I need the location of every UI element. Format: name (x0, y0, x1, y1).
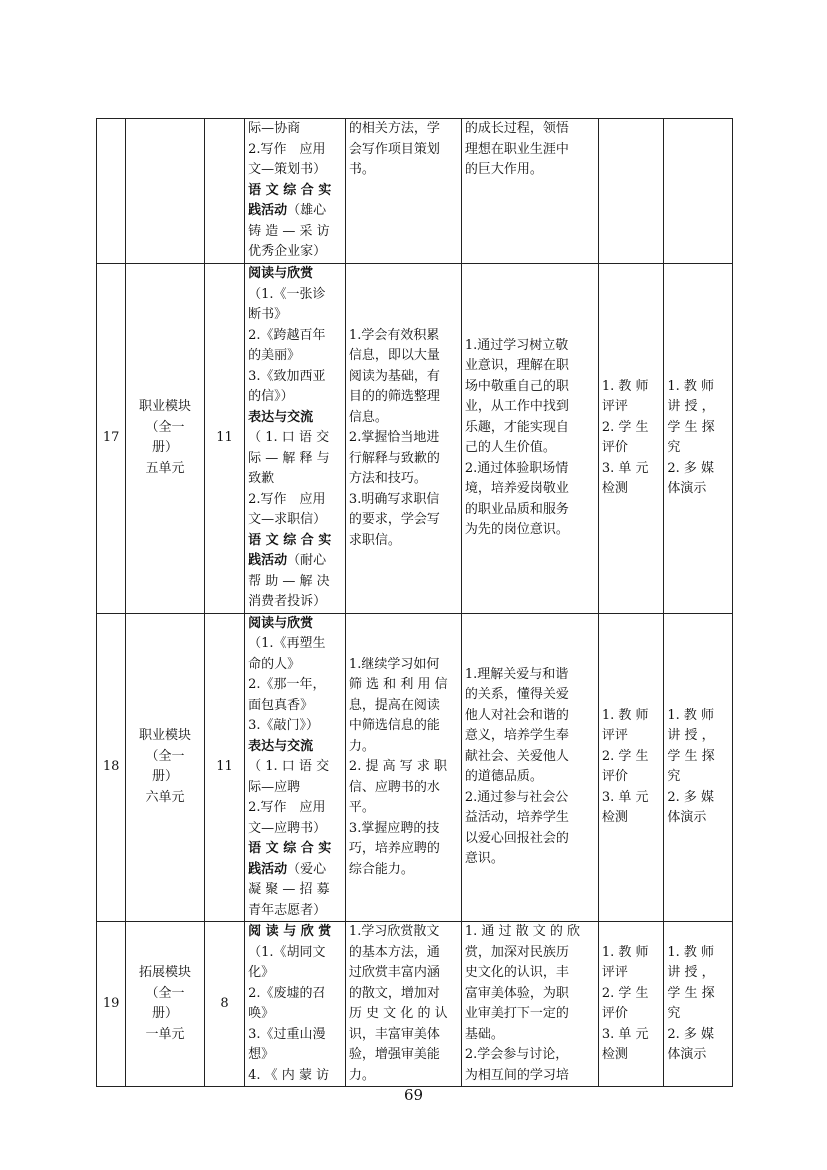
objective-line: 综合能力。 (348, 861, 414, 877)
objective-line: 的要求，学会写 (348, 512, 440, 527)
goal-line: 意义，培养学生奉 (464, 728, 569, 744)
unit-number-cell (97, 613, 126, 922)
content-line: 文—策划书） (248, 162, 327, 177)
goal-line: 史文化的认识，丰 (464, 965, 569, 980)
methods-cell (664, 613, 733, 922)
goal-line: 为先的岗位意识。 (464, 522, 569, 538)
evaluation-line: 1. 教 师 (601, 944, 649, 960)
goal-line: 献社会、关爱他人 (464, 748, 569, 764)
objectives-cell (345, 119, 461, 264)
objective-line: 信、应聘书的水 (348, 779, 440, 795)
evaluation-line: 评价 (601, 1006, 628, 1021)
objective-line: 会写作项目策划 (348, 141, 440, 157)
method-line: 1. 教 师 (667, 944, 715, 960)
objective-line: 过欣赏丰富内涵 (348, 965, 440, 980)
goal-line: 1.通过学习树立敬 (464, 337, 569, 353)
objective-line: 平。 (348, 800, 375, 815)
content-line-part: （雄心 (287, 203, 327, 218)
content-cell (245, 119, 346, 264)
goal-line: 2.学会参与讨论， (464, 1047, 569, 1062)
evaluation-line: 评价 (601, 769, 628, 785)
content-line: （1.《再塑生 (248, 636, 326, 651)
goal-line: 益活动，培养学生 (464, 810, 569, 826)
objective-line: 的相关方法，学 (348, 121, 440, 136)
content-line: （1.《胡同文 (248, 944, 326, 960)
method-line: 讲 授 ， (667, 728, 715, 744)
evaluation-line: 3. 单 元 (601, 460, 649, 476)
unit-number-cell (97, 264, 126, 614)
goal-line: 赏，加深对民族历 (464, 944, 569, 960)
objective-line: 力。 (348, 738, 375, 754)
goals-cell (461, 119, 598, 264)
content-heading: 语 文 综 合 实 (248, 532, 332, 548)
method-line: 1. 教 师 (667, 707, 715, 723)
goal-line: 乐趣，才能实现自 (464, 419, 569, 435)
objectives-cell (345, 613, 461, 922)
unit-number-cell (97, 119, 126, 264)
goal-line: 业审美打下一定的 (464, 1006, 569, 1021)
objective-line: 中筛选信息的能 (348, 718, 440, 733)
module-line: （全一 (145, 419, 185, 435)
content-line: 3.《致加西亚 (248, 368, 326, 384)
module-line: 职业模块 (139, 728, 192, 744)
content-line-part: （耐心 (287, 553, 327, 568)
module-line: （全一 (145, 748, 185, 764)
content-line: 2.写作 应用 (248, 491, 326, 507)
content-line: 2.《废墟的召 (248, 985, 326, 1001)
objective-line: 筛 选 和 利 用 信 (348, 677, 448, 692)
method-line: 2. 多 媒 (667, 789, 715, 805)
hours-cell (204, 922, 244, 1087)
content-line: （ 1. 口 语 交 (248, 759, 330, 774)
module-cell (126, 119, 205, 264)
evaluation-line: 评价 (601, 440, 628, 456)
content-line-part: （爱心 (287, 861, 327, 877)
content-line: 2.《那一年， (248, 677, 326, 692)
content-heading (248, 551, 342, 572)
goal-line: 理想在职业生涯中 (464, 141, 569, 157)
method-line: 体演示 (667, 810, 707, 826)
objective-line: 1.学会有效积累 (348, 327, 440, 343)
objective-line: 方法和技巧。 (348, 471, 427, 486)
method-line: 体演示 (667, 1047, 707, 1062)
objective-line: 历 史 文 化 的 认 (348, 1006, 448, 1021)
content-line: 文—求职信） (248, 512, 327, 527)
content-heading: 表达与交流 (248, 409, 314, 425)
content-heading: 表达与交流 (248, 738, 314, 754)
content-line: 命的人》 (248, 656, 301, 672)
objective-line: 识，丰富审美体 (348, 1026, 440, 1042)
goals-cell (461, 264, 598, 614)
content-line: （1.《一张诊 (248, 286, 326, 302)
table-row (97, 613, 733, 922)
goal-line: 2.通过体验职场情 (464, 460, 569, 476)
method-line: 1. 教 师 (667, 378, 715, 394)
goals-cell (461, 613, 598, 922)
content-heading-part: 践活动 (248, 861, 288, 877)
goal-line: 以爱心回报社会的 (464, 830, 569, 846)
goal-line: 己的人生价值。 (464, 440, 556, 456)
evaluation-line: 评评 (601, 399, 628, 415)
hours-cell (204, 613, 244, 922)
goals-cell (461, 922, 598, 1087)
goal-line: 的成长过程，领悟 (464, 121, 569, 136)
content-heading-part: 践活动 (248, 203, 288, 218)
goal-line: 他人对社会和谐的 (464, 707, 569, 723)
objective-line: 息，提高在阅读 (348, 697, 440, 713)
content-heading (248, 201, 342, 222)
objective-line: 力。 (348, 1067, 375, 1083)
content-line: 断书》 (248, 307, 288, 322)
goal-line: 为相互间的学习培 (464, 1067, 569, 1083)
evaluation-line: 1. 教 师 (601, 707, 649, 723)
objective-line: 2.掌握恰当地进 (348, 430, 440, 445)
objectives-cell (345, 922, 461, 1087)
curriculum-table (96, 118, 733, 1087)
unit-number: 17 (102, 430, 120, 445)
evaluation-line: 评评 (601, 965, 628, 980)
content-line: （ 1. 口 语 交 (248, 430, 330, 445)
goal-line: 业，从工作中找到 (464, 399, 569, 415)
content-cell (245, 264, 346, 614)
table-row (97, 922, 733, 1087)
objective-line: 的基本方法，通 (348, 944, 440, 960)
hours-value: 11 (216, 430, 233, 445)
content-line: 化》 (248, 965, 275, 980)
content-line: 帮 助 — 解 决 (248, 573, 330, 589)
content-line: 际 — 解 释 与 (248, 450, 330, 466)
module-line: 册） (152, 769, 179, 785)
module-line: 五单元 (145, 460, 185, 476)
goal-line: 的道德品质。 (464, 769, 543, 785)
method-line: 究 (667, 440, 681, 456)
evaluation-line: 2. 学 生 (601, 985, 649, 1001)
objective-line: 3.明确写求职信 (348, 491, 440, 507)
content-heading: 阅读与欣赏 (248, 615, 314, 631)
objective-line: 求职信。 (348, 532, 401, 548)
evaluation-line: 2. 学 生 (601, 748, 649, 764)
evaluation-line: 检测 (601, 1047, 628, 1062)
method-line: 究 (667, 769, 681, 785)
objective-line: 1.学习欣赏散文 (348, 924, 440, 939)
unit-number: 19 (102, 995, 120, 1011)
goal-line: 富审美体验，为职 (464, 985, 569, 1001)
content-line: 消费者投诉） (248, 594, 327, 609)
evaluation-line: 检测 (601, 481, 628, 497)
goal-line: 的关系，懂得关爱 (464, 687, 569, 703)
content-line: 4. 《 内 蒙 访 (248, 1067, 330, 1083)
table-row (97, 119, 733, 264)
goal-line: 1. 通 过 散 文 的 欣 (464, 924, 581, 939)
content-heading: 阅 读 与 欣 赏 (248, 924, 332, 939)
objective-line: 2. 提 高 写 求 职 (348, 759, 447, 774)
method-line: 学 生 探 (667, 748, 715, 764)
module-cell (126, 613, 205, 922)
evaluation-line: 检测 (601, 810, 628, 826)
content-line: 青年志愿者） (248, 902, 327, 918)
content-line: 文—应聘书） (248, 820, 327, 836)
objective-line: 1.继续学习如何 (348, 656, 440, 672)
module-line: （全一 (145, 985, 185, 1001)
module-line: 册） (152, 1006, 179, 1021)
content-line: 唤》 (248, 1006, 275, 1021)
content-line: 际—协商 (248, 121, 301, 136)
content-line: 的美丽》 (248, 348, 301, 363)
evaluation-line: 3. 单 元 (601, 1026, 649, 1042)
objective-line: 3.掌握应聘的技 (348, 820, 440, 836)
module-cell (126, 264, 205, 614)
method-line: 究 (667, 1006, 681, 1021)
method-line: 学 生 探 (667, 985, 715, 1001)
content-line: 2.写作 应用 (248, 141, 326, 157)
content-line: 3.《过重山漫 (248, 1026, 326, 1042)
unit-number: 18 (102, 759, 120, 774)
evaluation-line: 评评 (601, 728, 628, 744)
module-line: 册） (152, 440, 179, 456)
content-cell (245, 613, 346, 922)
evaluation-cell (598, 613, 664, 922)
content-line: 3.《敲门》） (248, 718, 320, 733)
objective-line: 的散文，增加对 (348, 985, 440, 1001)
evaluation-cell (598, 264, 664, 614)
page-number: 69 (403, 1086, 424, 1104)
content-heading: 语 文 综 合 实 (248, 841, 332, 856)
content-heading: 阅读与欣赏 (248, 266, 314, 281)
goal-line: 2.通过参与社会公 (464, 789, 569, 805)
module-line: 拓展模块 (139, 965, 192, 980)
method-line: 学 生 探 (667, 419, 715, 435)
content-heading-part: 践活动 (248, 553, 288, 568)
content-line: 铸 造 — 采 访 (248, 223, 330, 239)
objective-line: 书。 (348, 162, 375, 177)
module-line: 一单元 (145, 1026, 185, 1042)
unit-number-cell (97, 922, 126, 1087)
content-line: 面包真香》 (248, 697, 314, 713)
objective-line: 信息，即以大量 (348, 348, 440, 363)
content-line: 2.《跨越百年 (248, 327, 326, 343)
evaluation-line: 3. 单 元 (601, 789, 649, 805)
evaluation-cell (598, 922, 664, 1087)
module-line: 六单元 (145, 789, 185, 805)
content-heading: 语 文 综 合 实 (248, 182, 332, 198)
module-cell (126, 922, 205, 1087)
goal-line: 场中敬重自己的职 (464, 378, 569, 394)
content-line: 凝 聚 — 招 募 (248, 882, 330, 897)
method-line: 讲 授 ， (667, 399, 715, 415)
objective-line: 巧，培养应聘的 (348, 841, 440, 856)
goal-line: 意识。 (464, 851, 504, 867)
method-line: 讲 授 ， (667, 965, 715, 980)
objective-line: 目的的筛选整理 (348, 389, 440, 404)
method-line: 2. 多 媒 (667, 1026, 715, 1042)
content-line: 际—应聘 (248, 779, 301, 795)
method-line: 2. 多 媒 (667, 460, 715, 476)
content-line: 想》 (248, 1047, 275, 1062)
content-line: 致歉 (248, 471, 275, 486)
hours-value: 11 (216, 759, 233, 774)
objective-line: 行解释与致歉的 (348, 450, 440, 466)
method-line: 体演示 (667, 481, 707, 497)
methods-cell (664, 119, 733, 264)
evaluation-line: 2. 学 生 (601, 419, 649, 435)
evaluation-line: 1. 教 师 (601, 378, 649, 394)
content-line: 2.写作 应用 (248, 800, 326, 815)
content-cell (245, 922, 346, 1087)
goal-line: 的职业品质和服务 (464, 501, 569, 517)
goal-line: 的巨大作用。 (464, 162, 543, 177)
objectives-cell (345, 264, 461, 614)
content-line: 优秀企业家） (248, 244, 327, 259)
goal-line: 1.理解关爱与和谐 (464, 666, 569, 682)
objective-line: 验，增强审美能 (348, 1047, 440, 1062)
objective-line: 阅读为基础，有 (348, 368, 440, 384)
content-heading (248, 860, 342, 881)
table-row (97, 264, 733, 614)
objective-line: 信息。 (348, 409, 388, 425)
hours-cell (204, 119, 244, 264)
methods-cell (664, 922, 733, 1087)
goal-line: 基础。 (464, 1026, 504, 1042)
goal-line: 业意识，理解在职 (464, 358, 569, 374)
hours-cell (204, 264, 244, 614)
evaluation-cell (598, 119, 664, 264)
hours-value: 8 (220, 995, 229, 1011)
module-line: 职业模块 (139, 399, 192, 415)
goal-line: 境，培养爱岗敬业 (464, 481, 569, 497)
content-line: 的信》） (248, 389, 294, 404)
methods-cell (664, 264, 733, 614)
